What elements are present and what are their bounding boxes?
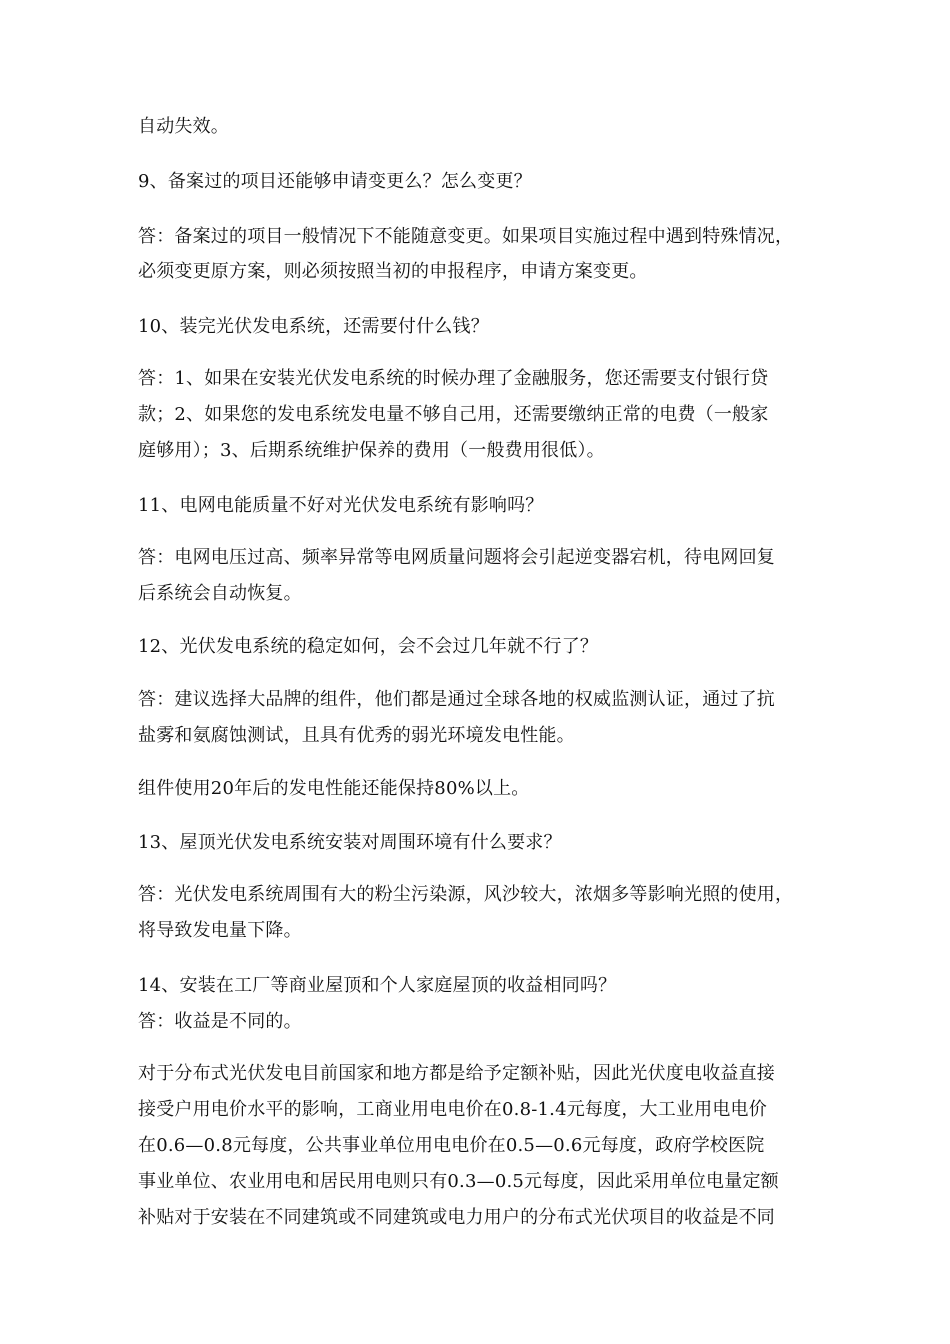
question-13: 13、屋顶光伏发电系统安装对周围环境有什么要求？ (138, 832, 562, 853)
answer-line: 答：电网电压过高、频率异常等电网质量问题将会引起逆变器宕机，待电网回复 (138, 547, 775, 568)
text-line: 补贴对于安装在不同建筑或不同建筑或电力用户的分布式光伏项目的收益是不同 (138, 1207, 775, 1228)
question-10: 10、装完光伏发电系统，还需要付什么钱？ (138, 316, 489, 337)
text-line: 接受户用电价水平的影响，工商业用电电价在0.8-1.4元每度，大工业用电电价 (138, 1099, 767, 1120)
question-14: 14、安装在工厂等商业屋顶和个人家庭屋顶的收益相同吗？ (138, 975, 617, 996)
answer-line: 后系统会自动恢复。 (138, 583, 302, 604)
answer-line: 款；2、如果您的发电系统发电量不够自己用，还需要缴纳正常的电费（一般家 (138, 404, 769, 425)
answer-line: 答：光伏发电系统周围有大的粉尘污染源，风沙较大，浓烟多等影响光照的使用， (138, 884, 794, 905)
answer-line: 盐雾和氨腐蚀测试，且具有优秀的弱光环境发电性能。 (138, 725, 575, 746)
text-line: 对于分布式光伏发电目前国家和地方都是给予定额补贴，因此光伏度电收益直接 (138, 1063, 775, 1084)
text-line: 在0.6—0.8元每度，公共事业单位用电电价在0.5—0.6元每度，政府学校医院 (138, 1135, 765, 1156)
question-9: 9、备案过的项目还能够申请变更么？怎么变更？ (138, 171, 532, 192)
question-11: 11、电网电能质量不好对光伏发电系统有影响吗？ (138, 495, 544, 516)
text-line: 自动失效。 (138, 116, 229, 137)
answer-line: 将导致发电量下降。 (138, 920, 302, 941)
answer-line: 必须变更原方案，则必须按照当初的申报程序，申请方案变更。 (138, 261, 648, 282)
answer-line: 答：备案过的项目一般情况下不能随意变更。如果项目实施过程中遇到特殊情况， (138, 226, 794, 247)
answer-line: 答：收益是不同的。 (138, 1011, 302, 1032)
answer-line: 庭够用）；3、后期系统维护保养的费用（一般费用很低）。 (138, 440, 605, 461)
text-line: 组件使用20年后的发电性能还能保持80%以上。 (138, 778, 530, 799)
answer-line: 答：建议选择大品牌的组件，他们都是通过全球各地的权威监测认证，通过了抗 (138, 689, 775, 710)
question-12: 12、光伏发电系统的稳定如何，会不会过几年就不行了？ (138, 636, 599, 657)
answer-line: 答：1、如果在安装光伏发电系统的时候办理了金融服务，您还需要支付银行贷 (138, 368, 769, 389)
text-line: 事业单位、农业用电和居民用电则只有0.3—0.5元每度，因此采用单位电量定额 (138, 1171, 779, 1192)
